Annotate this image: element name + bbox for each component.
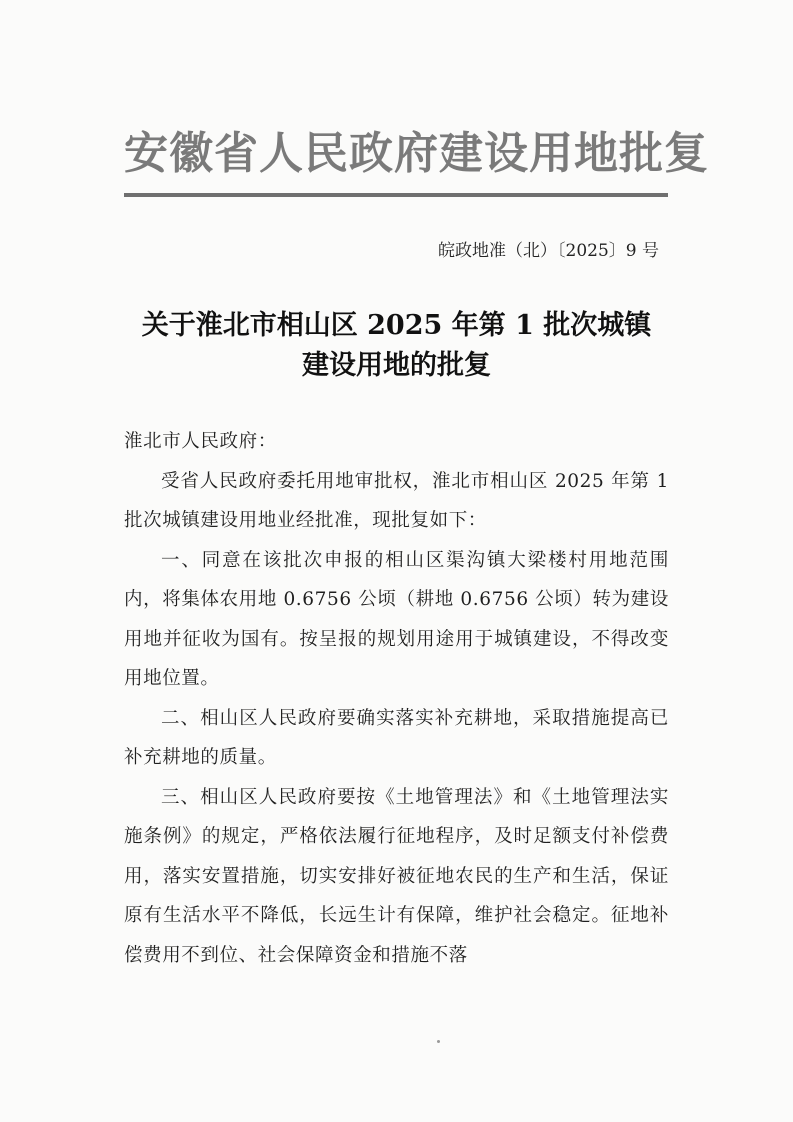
- salutation: 淮北市人民政府：: [124, 431, 277, 452]
- document-title-line-2: 建设用地的批复: [302, 350, 491, 381]
- paragraph-item-2: 二、相山区人民政府要确实落实补充耕地，采取措施提高已补充耕地的质量。: [124, 707, 669, 768]
- document-body: [124, 422, 669, 975]
- document-title-line-1: 关于淮北市相山区 2025 年第 1 批次城镇: [141, 310, 652, 341]
- scan-speck: [437, 1040, 440, 1043]
- document-title: [124, 306, 669, 386]
- paragraph-item-1: 一、同意在该批次申报的相山区渠沟镇大梁楼村用地范围内，将集体农用地 0.6756 公顷（耕地 0.6756 公顷）转为建设用地并征收为国有。按呈报的规划用途用于城镇建设，不得改变用地位置。: [124, 549, 669, 689]
- letterhead-rule: [124, 193, 668, 197]
- paragraph-intro: 受省人民政府委托用地审批权，淮北市相山区 2025 年第 1 批次城镇建设用地业经批准，现批复如下：: [124, 470, 669, 531]
- paragraph-item-3: 三、相山区人民政府要按《土地管理法》和《土地管理法实施条例》的规定，严格依法履行征地程序，及时足额支付补偿费用，落实安置措施，切实安排好被征地农民的生产和生活，保证原有生活水平不降低，长远生计有保障，维护社会稳定。征地补偿费用不到位、社会保障资金和措施不落: [124, 786, 669, 966]
- document-number: 皖政地准（北）〔2025〕9 号: [438, 241, 659, 261]
- letterhead-title: 安徽省人民政府建设用地批复: [124, 128, 709, 179]
